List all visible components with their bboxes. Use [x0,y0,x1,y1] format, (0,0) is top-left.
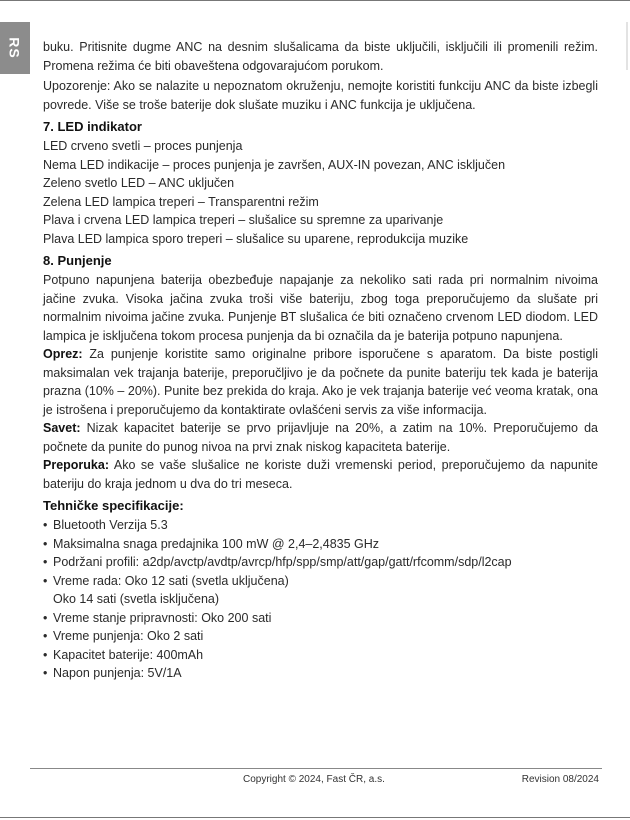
recommendation-paragraph [43,456,598,493]
charging-paragraph: Potpuno napunjena baterija obezbeđuje napajanje za nekoliko sati rada pri normalnim nivoima jačine zvuka. Visoka jačina zvuka troši više bateriju, zbog toga preporučujemo da slušate pri normalnim nivoima jačine zvuka. Punjenje BT slušalica će biti označeno crvenom LED diodom. LED lampica je isključena tokom procesa punjenja da bi označila da je baterija potpuno napunjena. [43,273,598,343]
intro-paragraph-1: buku. Pritisnite dugme ANC na desnim slušalicama da biste uključili, isključili ili promenili režim. Promena režima će biti obaveštena odgovarajućom porukom. [43,40,598,73]
language-tab [0,22,30,74]
footer-revision: Revision 08/2024 [521,774,599,785]
led-line: Zelena LED lampica treperi – Transparentni režim [43,194,319,209]
tip-text: Nizak kapacitet baterije se prvo prijavljuje na 20%, a zatim na 10%. Preporučujemo da počnete da punite do punog nivoa na prvi znak niskog kapaciteta baterije. [43,421,598,454]
spec-item: • Vreme punjenja: Oko 2 sati [43,627,598,646]
intro-paragraph-2: Upozorenje: Ako se nalazite u nepoznatom okruženju, nemojte koristiti funkciju ANC da biste izbegli povrede. Više se troše baterije dok slušate muziku i ANC funkcija je uključena. [43,79,598,112]
recommendation-text: Ako se vaše slušalice ne koriste duži vremenski period, preporučujemo da napunite bateriju do kraja jednom u dva do tri meseca. [43,458,598,491]
spec-item: • Bluetooth Verzija 5.3 [43,516,598,535]
led-line: Nema LED indikacije – proces punjenja je završen, AUX-IN povezan, ANC isključen [43,157,506,172]
led-line: Plava LED lampica sporo treperi – slušalice su uparene, reprodukcija muzike [43,231,469,246]
caution-paragraph [43,345,598,419]
recommendation-label: Preporuka: [43,458,109,472]
top-rule [0,0,630,1]
spec-item-continuation: Oko 14 sati (svetla isključena) [53,592,220,606]
language-tab-label: RS [6,37,23,59]
spec-item: • Podržani profili: a2dp/avctp/avdtp/avrcp/hfp/spp/smp/att/gap/gatt/rfcomm/sdp/l2cap [43,553,598,572]
led-line: LED crveno svetli – proces punjenja [43,139,243,153]
led-line: Plava i crvena LED lampica treperi – slušalice su spremne za uparivanje [43,213,444,227]
spec-item: • Vreme rada: Oko 12 sati (svetla uključena) [43,572,598,591]
spec-item: • Kapacitet baterije: 400mAh [43,646,598,665]
bottom-rule [0,817,630,818]
spec-item: • Napon punjenja: 5V/1A [43,664,598,683]
specs-heading: Tehničke specifikacije: [43,498,184,513]
spec-item: • Vreme stanje pripravnosti: Oko 200 sati [43,609,598,628]
tip-paragraph [43,419,598,456]
caution-label: Oprez: [43,347,83,361]
spec-item: • Maksimalna snaga predajnika 100 mW @ 2,4–2,4835 GHz [43,535,598,554]
specs-list [43,516,598,683]
footer-copyright: Copyright © 2024, Fast ČR, a.s. [243,774,385,785]
led-line: Zeleno svetlo LED – ANC uključen [43,176,235,190]
page-content [43,38,598,683]
edge-mark [626,22,628,70]
led-heading: 7. LED indikator [43,119,142,134]
charging-heading: 8. Punjenje [43,253,112,268]
tip-label: Savet: [43,421,81,435]
footer-rule [30,768,602,769]
caution-text: Za punjenje koristite samo originalne pribore isporučene s aparatom. Da biste postigli maksimalan vek trajanja baterije, preporučljivo je da počnete da punite bateriju tek kada je baterija prazna (10% – 20%). Punite bez prekida do kraja. Ako je vek trajanja baterije već veoma kratak, ona je istrošena i preporučujemo da kontaktirate ovlašćeni servis za više informacija. [43,347,598,417]
